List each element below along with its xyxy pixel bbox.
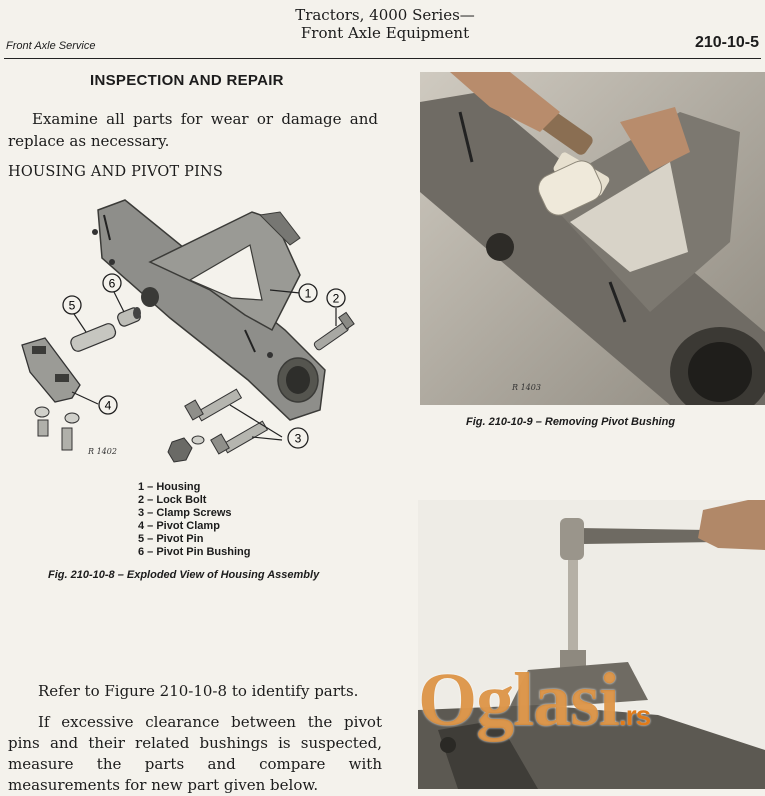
- legend-item: 4 – Pivot Clamp: [138, 520, 220, 532]
- clamp-screws-part: [168, 389, 267, 462]
- header-title-line2: Front Axle Equipment: [300, 24, 470, 42]
- figure9-ref: R 1403: [512, 383, 541, 392]
- intro-paragraph: Examine all parts for wear or damage and replace as necessary.: [8, 110, 378, 150]
- callout-6-label: 6: [108, 276, 116, 291]
- watermark-text: Oglasi: [418, 658, 619, 742]
- callout-1: [299, 284, 317, 302]
- callout-6: [103, 274, 121, 292]
- clamp-hardware-left: [35, 407, 79, 450]
- page-number: 210-10-5: [694, 34, 759, 51]
- figure8-caption: Fig. 210-10-8 – Exploded View of Housing Assembly: [48, 569, 320, 581]
- callout-4-label: 4: [104, 398, 112, 413]
- callout-5: [63, 296, 81, 314]
- callout-5-label: 5: [68, 298, 76, 313]
- figure9-caption: Fig. 210-10-9 – Removing Pivot Bushing: [466, 416, 676, 428]
- figure8-ref: R 1402: [88, 447, 117, 456]
- legend-item: 1 – Housing: [138, 481, 201, 493]
- callout-4: [99, 396, 117, 414]
- callout-1-label: 1: [304, 286, 312, 301]
- header-title-line1: Tractors, 4000 Series—: [295, 6, 475, 24]
- watermark-suffix: .rs: [618, 700, 651, 731]
- callout-2-label: 2: [332, 291, 340, 306]
- pivot-clamp-part: [22, 338, 80, 402]
- subsection-title: HOUSING AND PIVOT PINS: [8, 164, 224, 180]
- legend-item: 6 – Pivot Pin Bushing: [138, 546, 251, 558]
- pivot-bushing-photo-art: [420, 72, 765, 405]
- lock-bolt-part: [313, 312, 354, 351]
- callout-3-label: 3: [294, 431, 302, 446]
- callout-2: [327, 289, 345, 307]
- running-header-title: [250, 6, 520, 42]
- reference-paragraph: Refer to Figure 210-10-8 to identify parts.: [38, 682, 359, 700]
- header-rule: [4, 58, 761, 59]
- section-title: INSPECTION AND REPAIR: [90, 72, 284, 89]
- legend-item: 3 – Clamp Screws: [138, 507, 232, 519]
- callout-3: [288, 428, 308, 448]
- oglasi-watermark: [418, 660, 650, 756]
- pivot-pin-part: [69, 322, 117, 353]
- running-header-left: Front Axle Service: [6, 40, 96, 52]
- legend-item: 2 – Lock Bolt: [138, 494, 207, 506]
- exploded-view-illustration: [0, 190, 415, 465]
- legend-item: 5 – Pivot Pin: [138, 533, 204, 545]
- clearance-paragraph: If excessive clearance between the pivot pins and their related bushings is suspected, measure the parts and compare with measurements for new part given below.: [8, 713, 382, 794]
- parts-legend: [138, 481, 250, 559]
- pivot-pin-bushing-part: [116, 306, 142, 327]
- removing-pivot-bushing-photo: [420, 72, 765, 405]
